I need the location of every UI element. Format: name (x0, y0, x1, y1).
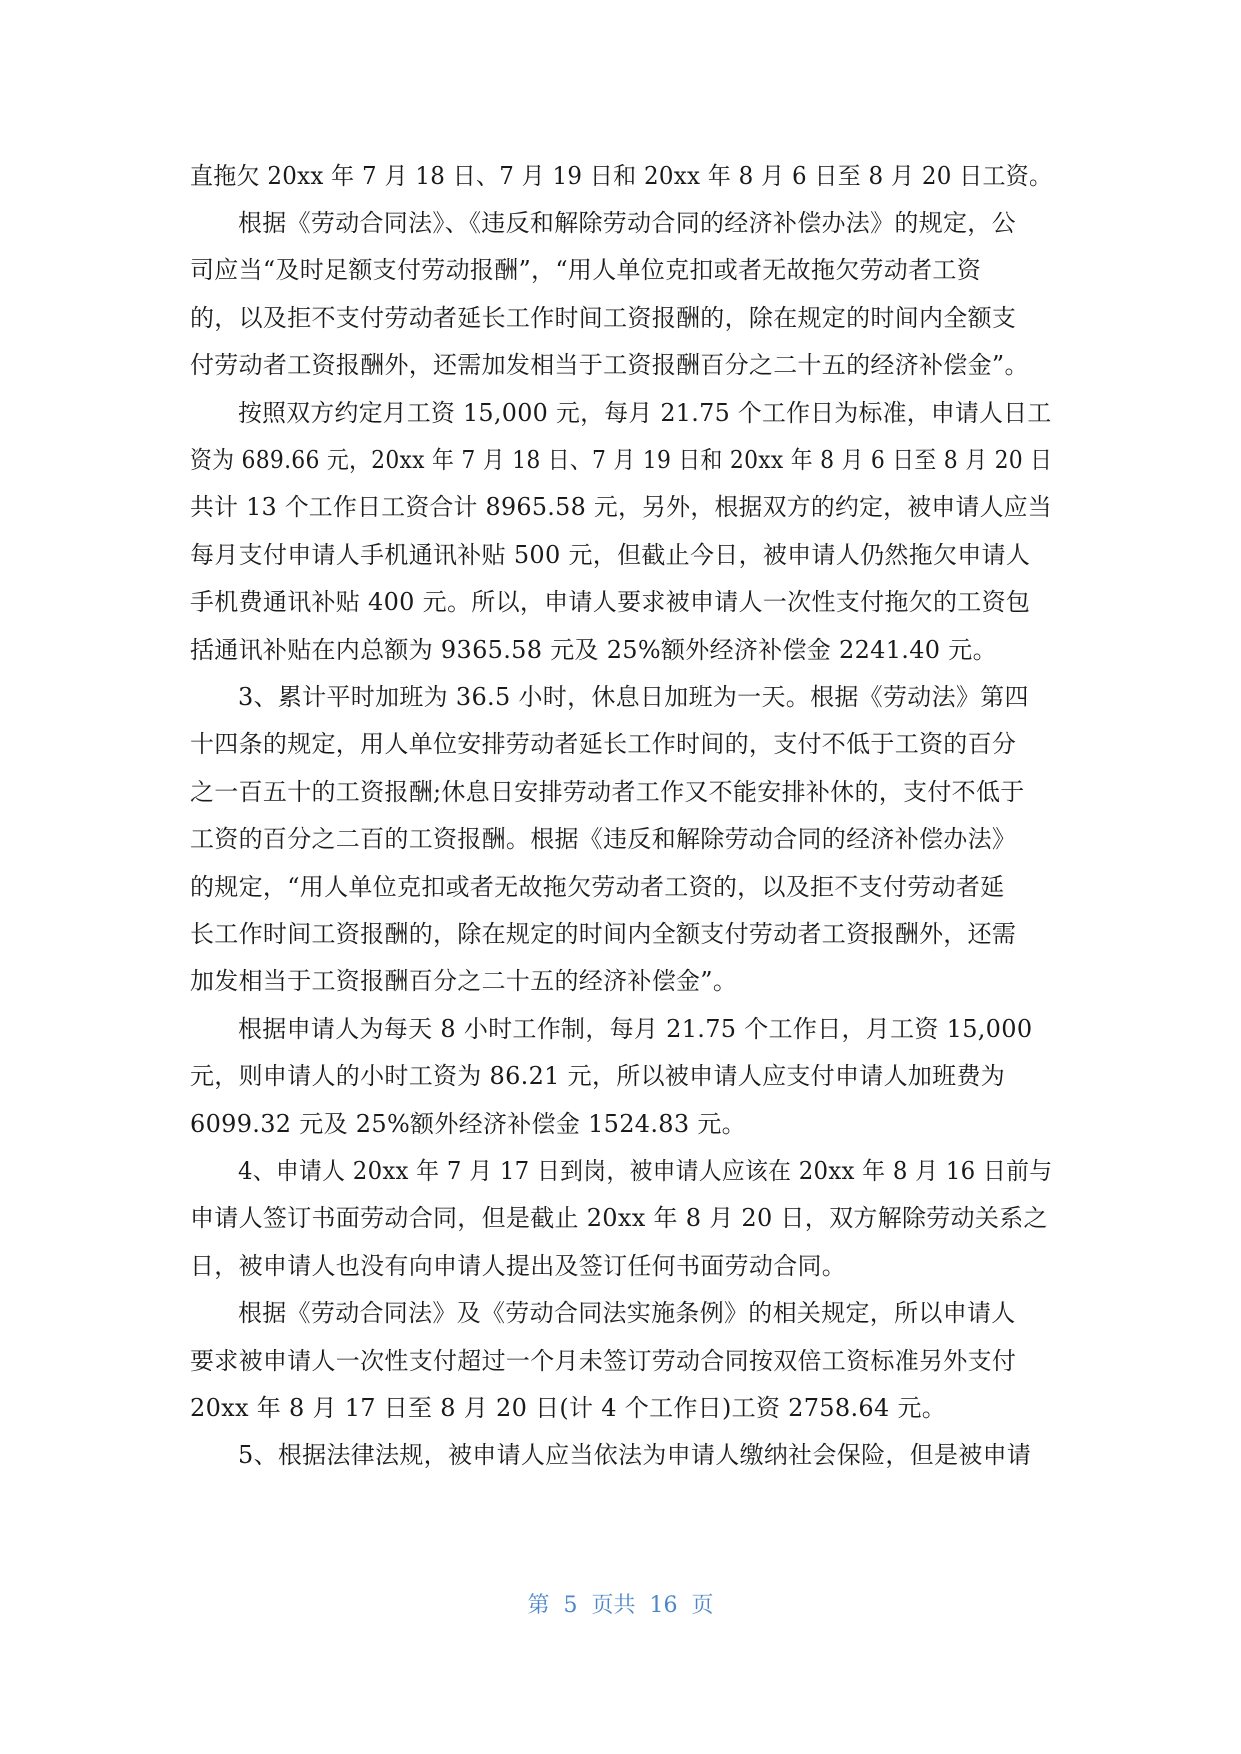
body-text-line: 的规定，“用人单位克扣或者无故拖欠劳动者工资的，以及拒不支付劳动者延 (190, 873, 1005, 901)
body-text-line: 6099.32 元及 25%额外经济补偿金 1524.83 元。 (190, 1110, 746, 1138)
body-text-line: 司应当“及时足额支付劳动报酬”，“用人单位克扣或者无故拖欠劳动者工资 (190, 256, 982, 284)
page-number-footer: 第 5 页共 16 页 (527, 1593, 714, 1618)
body-text-line: 资为 689.66 元，20xx 年 7 月 18 日、7 月 19 日和 20xx 年 8 月 6 日至 8 月 20 日 (190, 446, 1053, 474)
body-text-line: 工资的百分之二百的工资报酬。根据《违反和解除劳动合同的经济补偿办法》 (190, 825, 1017, 853)
body-text-line: 5、根据法律法规，被申请人应当依法为申请人缴纳社会保险，但是被申请 (238, 1441, 1032, 1469)
body-text-line: 之一百五十的工资报酬;休息日安排劳动者工作又不能安排补休的，支付不低于 (190, 778, 1025, 806)
body-text-line: 共计 13 个工作日工资合计 8965.58 元，另外，根据双方的约定，被申请人应当 (190, 493, 1052, 521)
body-text-line: 3、累计平时加班为 36.5 小时，休息日加班为一天。根据《劳动法》第四 (238, 683, 1029, 711)
body-text-line: 申请人签订书面劳动合同，但是截止 20xx 年 8 月 20 日，双方解除劳动关系之 (190, 1204, 1048, 1232)
body-text-line: 每月支付申请人手机通讯补贴 500 元，但截止今日，被申请人仍然拖欠申请人 (190, 541, 1031, 569)
body-text-line: 要求被申请人一次性支付超过一个月未签订劳动合同按双倍工资标准另外支付 (190, 1347, 1017, 1375)
body-text-line: 根据《劳动合同法》、《违反和解除劳动合同的经济补偿办法》的规定，公 (238, 209, 1016, 237)
body-text-line: 日，被申请人也没有向申请人提出及签订任何书面劳动合同。 (190, 1252, 847, 1280)
body-text-line: 4、申请人 20xx 年 7 月 17 日到岗，被申请人应该在 20xx 年 8 月 16 日前与 (238, 1157, 1053, 1185)
body-text-line: 元，则申请人的小时工资为 86.21 元，所以被申请人应支付申请人加班费为 (190, 1062, 1006, 1090)
body-text-line: 长工作时间工资报酬的，除在规定的时间内全额支付劳动者工资报酬外，还需 (190, 920, 1017, 948)
body-text-line: 加发相当于工资报酬百分之二十五的经济补偿金”。 (190, 967, 738, 995)
body-text-line: 的，以及拒不支付劳动者延长工作时间工资报酬的，除在规定的时间内全额支 (190, 304, 1017, 332)
body-text-line: 根据《劳动合同法》及《劳动合同法实施条例》的相关规定，所以申请人 (238, 1299, 1016, 1327)
body-text-line: 手机费通讯补贴 400 元。所以，申请人要求被申请人一次性支付拖欠的工资包 (190, 588, 1031, 616)
body-text-line: 根据申请人为每天 8 小时工作制，每月 21.75 个工作日，月工资 15,000 (238, 1015, 1033, 1043)
body-text-line: 按照双方约定月工资 15,000 元，每月 21.75 个工作日为标准，申请人日工 (238, 399, 1052, 427)
body-text-line: 直拖欠 20xx 年 7 月 18 日、7 月 19 日和 20xx 年 8 月 6 日至 8 月 20 日工资。 (190, 162, 1053, 190)
body-text-line: 括通讯补贴在内总额为 9365.58 元及 25%额外经济补偿金 2241.40 元。 (190, 636, 997, 664)
body-text-line: 付劳动者工资报酬外，还需加发相当于工资报酬百分之二十五的经济补偿金”。 (190, 351, 1029, 379)
body-text-line: 20xx 年 8 月 17 日至 8 月 20 日(计 4 个工作日)工资 2758.64 元。 (190, 1394, 947, 1422)
body-text-line: 十四条的规定，用人单位安排劳动者延长工作时间的，支付不低于工资的百分 (190, 730, 1017, 758)
